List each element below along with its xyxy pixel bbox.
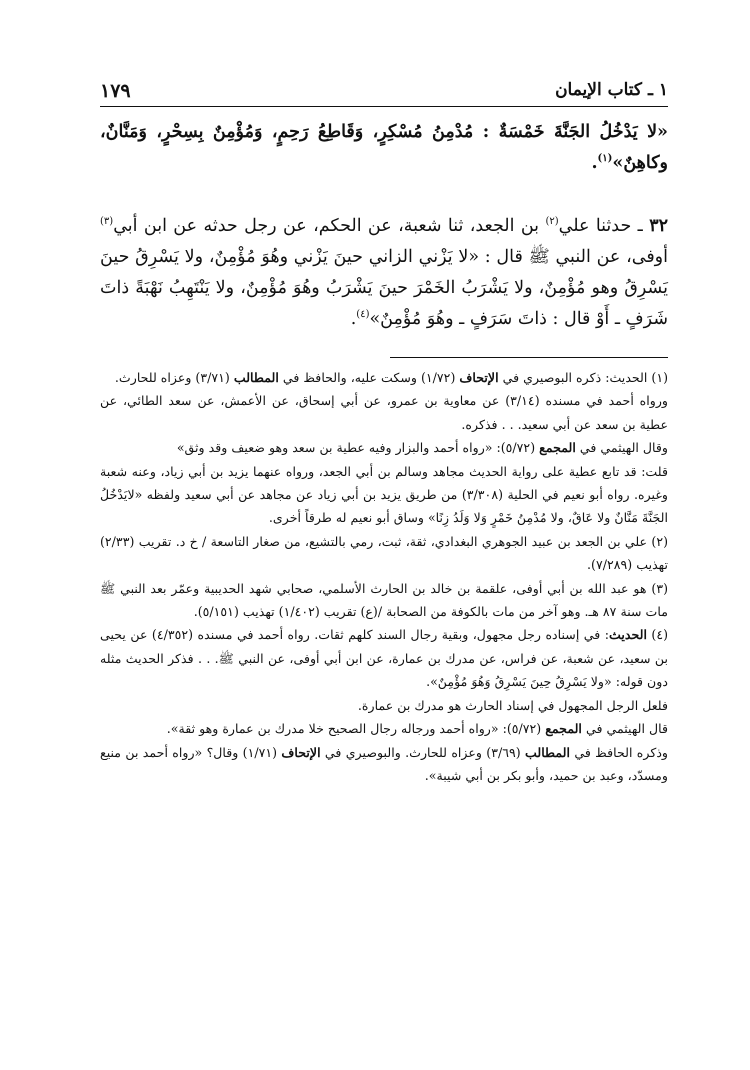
book-title-majma: المجمع xyxy=(539,440,576,456)
footnote-4-text: : في إسناده رجل مجهول، وبقية رجال السند كلهم ثقات. رواه أحمد في مسنده (٤/٣٥٢) عن يحيى بن سعيد، عن شعبة، عن فراس، عن مدرك بن عمارة، عن ابن أبي أوفى، عن النبي ﷺ. . . فذكر الحديث مثله دون قوله: «ولا يَسْرِقُ حِينَ يَسْرِقُ وَهُوَ مُؤْمِنٌ». xyxy=(100,627,668,690)
footnote-4-para-4-c: (٣/٦٩) وعزاه للحارث. والبوصيري في xyxy=(320,744,526,760)
footnote-4-num: (٤) xyxy=(646,627,669,643)
footnote-1 xyxy=(100,366,668,389)
hadith-number: ٣٢ xyxy=(649,216,668,236)
footnote-1-para-4: قلت: قد تابع عطية على رواية الحديث مجاهد وسالم بن أبي الجعد، ورواه عنهما يزيد بن أبي زياد، وعنه شعبة وغيره. رواه أبو نعيم في الحلية (٣/٣٠٨) من طريق يزيد بن أبي زياد عن مجاهد عن أبي سعيد ولفظه «لايَدْخُلُ الجَنَّةَ مَنَّانٌ ولا عَاقٌ، ولا مُدْمِنُ خَمْرٍ وَلا وَلَدُ زِنًا» وساق أبو نعيم له طرقاً أخرى. xyxy=(100,463,669,526)
previous-hadith-end: . xyxy=(591,153,598,173)
footnote-4-para-3 xyxy=(100,717,668,740)
book-title-majma-2: المجمع xyxy=(545,721,582,737)
book-title-matalib-2: المطالب xyxy=(525,744,571,760)
book-title-ithaf-2: الإتحاف xyxy=(281,744,321,760)
footnote-2: (٢) علي بن الجعد بن عبيد الجوهري البغدادي، ثقة، ثبت، رمي بالتشيع، من صغار التاسعة / خ د. تقريب (٢/٣٣) تهذيب (٧/٢٨٩). xyxy=(100,533,668,573)
footnote-4-para-4 xyxy=(100,741,668,788)
page-number: ١٧٩ xyxy=(100,80,131,102)
footnote-4-para-4-a: وذكره الحافظ في xyxy=(570,744,669,760)
footnote-separator xyxy=(390,357,668,358)
footnote-4-label: الحديث xyxy=(609,627,647,643)
footnote-4 xyxy=(100,623,668,693)
footnote-ref-4: (٤) xyxy=(356,309,370,321)
footnote-ref-2: (٢) xyxy=(545,216,559,228)
footnote-4-para-4-e: (١/٧١) وقال؟ «رواه أحمد بن منيع ومسدّد، وعبد بن حميد، وأبو بكر بن أبي شيبة». xyxy=(100,744,668,783)
footnote-1-para-3-a: وقال الهيثمي في xyxy=(575,440,668,456)
footnote-1-para-3-c: (٥/٧٢): «رواه أحمد والبزار وفيه عطية بن سعد وهو ضعيف وقد وثق» xyxy=(176,440,540,456)
footnote-1-para-3 xyxy=(100,436,668,459)
footnote-4-para-3-c: (٥/٧٢): «رواه أحمد ورجاله رجال الصحيح خلا مدرك بن عمارة وهو ثقة». xyxy=(166,721,546,737)
footnote-1-para-2: ورواه أحمد في مسنده (٣/١٤) عن معاوية بن عمرو، عن أبي إسحاق، عن الأعمش، عن سعد الطائي، عن عطية بن سعد عن أبي سعيد. . . فذكره. xyxy=(100,393,669,432)
book-page xyxy=(100,78,668,787)
hadith-text-part-1: ـ حدثنا علي xyxy=(558,216,650,236)
footnote-3: (٣) هو عبد الله بن أبي أوفى، علقمة بن خالد بن الحارث الأسلمي، صحابي شهد الحديبية وعمّر بعد النبي ﷺ مات سنة ٨٧ هـ. وهو آخر من مات بالكوفة من الصحابة /(ع) تقريب (١/٤٠٢) تهذيب (٥/١٥١). xyxy=(100,580,668,620)
footnote-1-text-e: (٣/٧١) وعزاه للحارث. xyxy=(114,370,234,385)
footnote-4-para-2: فلعل الرجل المجهول في إسناد الحارث هو مدرك بن عمارة. xyxy=(357,697,668,713)
main-text xyxy=(100,117,668,335)
book-title-matalib: المطالب xyxy=(233,370,279,385)
previous-hadith-text: «لا يَدْخُلُ الجَنَّةَ خَمْسَةٌ : مُدْمِنُ مُسْكِرٍ، وَقَاطِعُ رَحِمٍ، وَمُؤْمِنٌ بِسِحْرٍ، وَمَنَّانٌ، وكاهِنٌ» xyxy=(100,122,668,173)
footnotes xyxy=(100,366,668,787)
hadith-32 xyxy=(100,211,668,335)
previous-hadith-ending xyxy=(100,117,668,179)
page-header xyxy=(100,78,668,107)
footnote-ref-3: (٣) xyxy=(100,216,114,228)
footnote-4-para-3-a: قال الهيثمي في xyxy=(581,721,668,737)
hadith-end: . xyxy=(350,309,357,329)
footnote-1-text-c: (١/٧٢) وسكت عليه، والحافظ في xyxy=(278,370,460,385)
footnote-ref-1: (١) xyxy=(597,153,613,165)
hadith-text-part-2: بن الجعد، ثنا شعبة، عن الحكم، عن رجل حدثه عن ابن أبي xyxy=(113,216,546,236)
chapter-title: ١ ـ كتاب الإيمان xyxy=(555,80,668,100)
hadith-text-part-3: أوفى، عن النبي ﷺ قال : «لا يَزْني الزاني حينَ يَزْني وهُوَ مُؤْمِنٌ، ولا يَسْرِقُ حينَ يَسْرِقُ وهو مُؤْمِنٌ، ولا يَشْرَبُ الخَمْرَ حينَ يَشْرَبُ وهُوَ مُؤْمِنٌ، ولا يَنْتَهِبُ نَهْبَةً ذاتَ شَرَفٍ ـ أَوْ قال : ذاتَ سَرَفٍ ـ وهُوَ مُؤْمِنٌ» xyxy=(100,247,668,329)
footnote-1-text-a: (١) الحديث: ذكره البوصيري في xyxy=(498,370,668,385)
book-title-ithaf: الإتحاف xyxy=(459,370,499,385)
